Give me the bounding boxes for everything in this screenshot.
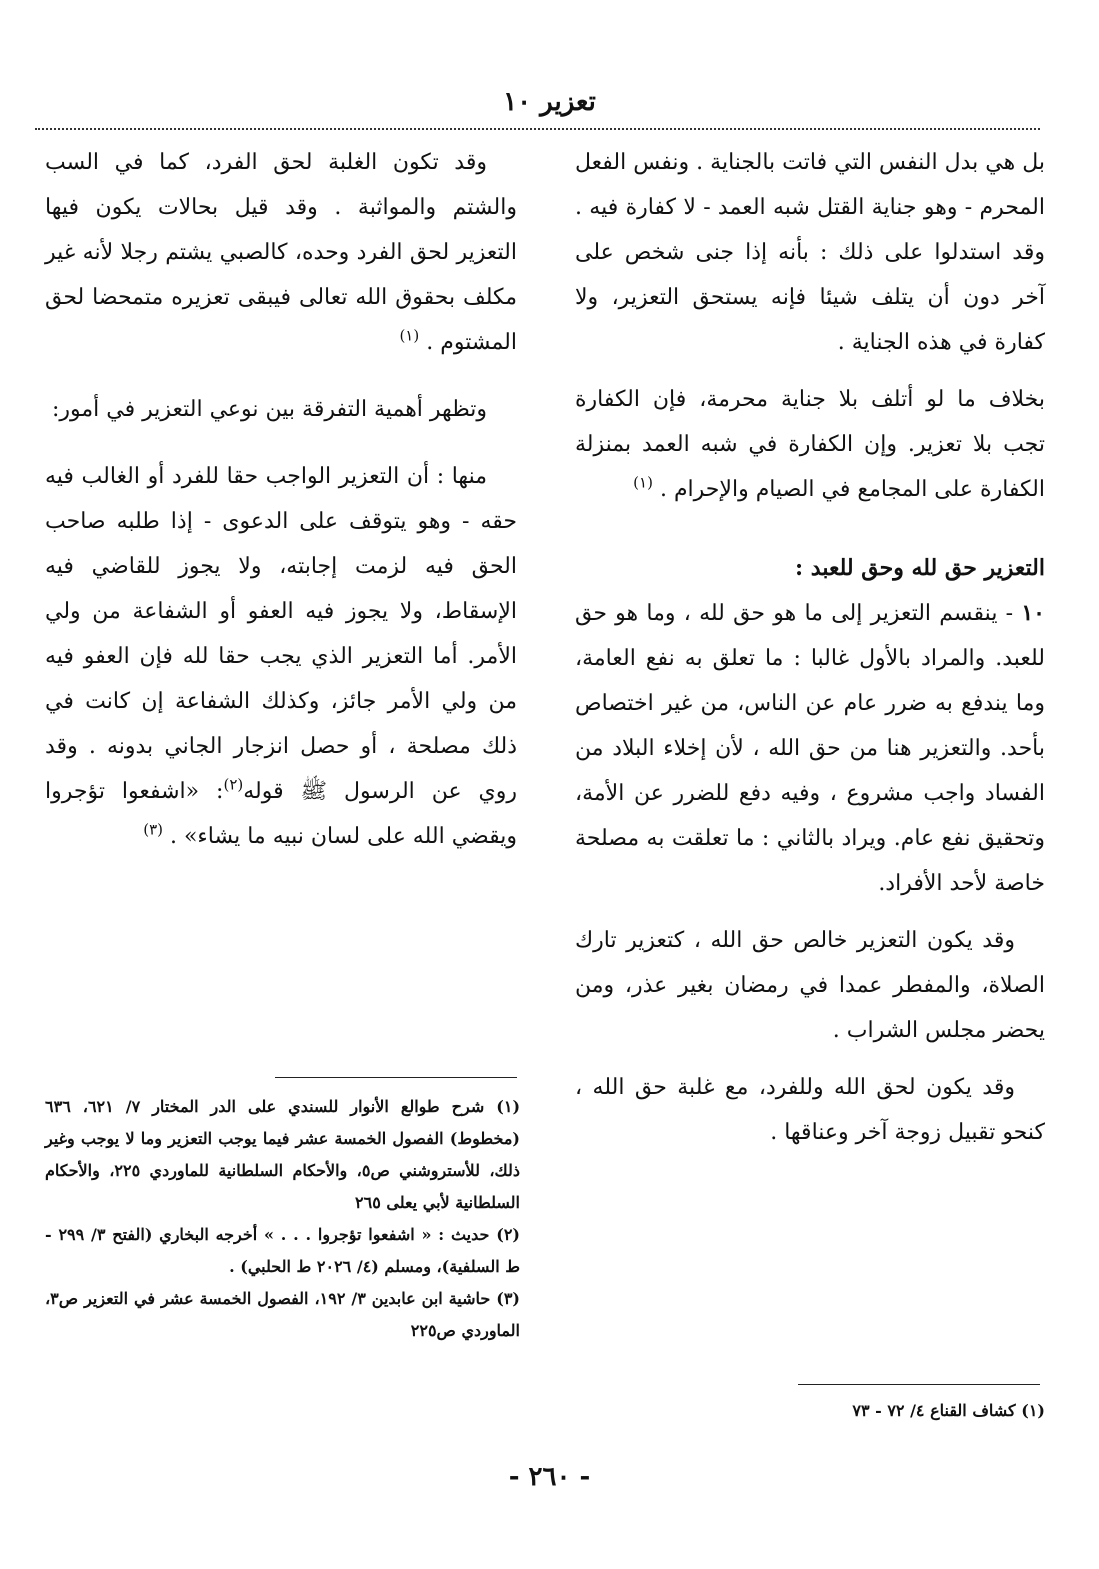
footnote-divider-right xyxy=(798,1384,1040,1385)
right-paragraph-4: وقد يكون التعزير خالص حق الله ، كتعزير تارك الصلاة، والمفطر عمدا في رمضان بغير عذر، ومن يحضر مجلس الشراب . xyxy=(575,928,1045,1043)
left-paragraph-1-text: وقد تكون الغلبة لحق الفرد، كما في السب والشتم والمواثبة . وقد قيل بحالات يكون فيها التعزير لحق الفرد وحده، كالصبي يشتم رجلا لأنه غير مكلف بحقوق الله تعالى فيبقى تعزيره متمحضا لحق المشتوم . xyxy=(45,150,517,355)
left-paragraph-1 xyxy=(45,140,517,365)
footnote-text: كشاف القناع ٤/ ٧٢ - ٧٣ xyxy=(852,1401,1016,1420)
section-heading: التعزير حق لله وحق للعبد : xyxy=(795,555,1045,581)
page-number: - ٢٦٠ - xyxy=(508,1462,591,1492)
footnote-text: شرح طوالع الأنوار للسندي على الدر المختار ٧/ ٦٢١، ٦٣٦ (مخطوط) الفصول الخمسة عشر فيما يوجب التعزير وما لا يوجب وغير ذلك، للأستروشني ص٥، والأحكام السلطانية للماوردي ٢٢٥، والأحكام السلطانية لأبي يعلى ٢٦٥ xyxy=(45,1097,520,1212)
footnote-item xyxy=(45,1219,520,1283)
paragraph-number: ١٠ xyxy=(1021,600,1045,626)
left-column xyxy=(45,140,517,871)
footnote-number: (٢) xyxy=(496,1225,520,1244)
right-paragraph-2-text: بخلاف ما لو أتلف بلا جناية محرمة، فإن الكفارة تجب بلا تعزير. وإن الكفارة في شبه العمد بمنزلة الكفارة على المجامع في الصيام والإحرام . xyxy=(575,387,1045,502)
hadith-quote: : «اشفعوا تؤجروا ويقضي الله على لسان نبيه ما يشاء» . xyxy=(45,779,517,849)
footnote-number: (٣) xyxy=(496,1289,520,1308)
right-paragraph-5: وقد يكون لحق الله وللفرد، مع غلبة حق الله ، كنحو تقبيل زوجة آخر وعناقها . xyxy=(575,1075,1045,1145)
left-paragraph-3 xyxy=(45,454,517,859)
right-column xyxy=(575,140,1045,1167)
footnotes-right xyxy=(575,1395,1045,1427)
right-paragraph-1: بل هي بدل النفس التي فاتت بالجناية . ونفس الفعل المحرم - وهو جناية القتل شبه العمد - لا كفارة فيه . وقد استدلوا على ذلك : بأنه إذا جنى شخص على آخر دون أن يتلف شيئا فإنه يستحق التعزير، ولا كفارة في هذه الجناية . xyxy=(575,150,1045,355)
footnotes-left xyxy=(45,1091,520,1347)
left-paragraph-3-text: منها : أن التعزير الواجب حقا للفرد أو الغالب فيه حقه - وهو يتوقف على الدعوى - إذا طلبه صاحب الحق فيه لزمت إجابته، ولا يجوز للقاضي فيه الإسقاط، ولا يجوز فيه العفو أو الشفاعة من ولي الأمر. أما التعزير الذي يجب حقا لله فإن العفو فيه من ولي الأمر جائز، وكذلك الشفاعة إن كانت في ذلك مصلحة ، أو حصل انزجار الجاني بدونه . وقد روي عن الرسول ﷺ قوله xyxy=(45,464,518,804)
footnote-text: حديث : « اشفعوا تؤجروا . . . » أخرجه البخاري (الفتح ٣/ ٢٩٩ - ط السلفية)، ومسلم (٤/ ٢٠٢٦ ط الحلبي) . xyxy=(45,1225,520,1276)
right-paragraph-2 xyxy=(575,377,1045,512)
footnote-item xyxy=(45,1283,520,1347)
footnote-number: (١) xyxy=(1021,1401,1045,1420)
footnote-number: (١) xyxy=(496,1097,521,1116)
footnote-ref: (٣) xyxy=(143,820,163,839)
footnote-text: حاشية ابن عابدين ٣/ ١٩٢، الفصول الخمسة عشر في التعزير ص٣، الماوردي ص٢٢٥ xyxy=(45,1289,520,1340)
footnote-ref: (٢) xyxy=(223,775,244,794)
footnote-divider-left xyxy=(275,1077,517,1078)
left-paragraph-2: وتظهر أهمية التفرقة بين نوعي التعزير في أمور: xyxy=(51,397,487,422)
header-dotted-rule xyxy=(35,128,1040,130)
right-paragraph-3-text: - ينقسم التعزير إلى ما هو حق لله ، وما هو حق للعبد. والمراد بالأول غالبا : ما تعلق به نفع العامة، وما يندفع به ضرر عام عن الناس، من غير اختصاص بأحد. والتعزير هنا من حق الله ، لأن إخلاء البلاد من الفساد واجب مشروع ، وفيه دفع للضرر عن الأمة، وتحقيق نفع عام. ويراد بالثاني : ما تعلقت به مصلحة خاصة لأحد الأفراد. xyxy=(575,601,1045,896)
footnote-item xyxy=(575,1395,1045,1427)
right-paragraph-3 xyxy=(575,591,1045,906)
footnote-item xyxy=(45,1091,520,1219)
footnote-ref: (١) xyxy=(633,473,653,492)
page-header-title: تعزير ١٠ xyxy=(503,87,596,117)
footnote-ref: (١) xyxy=(399,326,420,345)
